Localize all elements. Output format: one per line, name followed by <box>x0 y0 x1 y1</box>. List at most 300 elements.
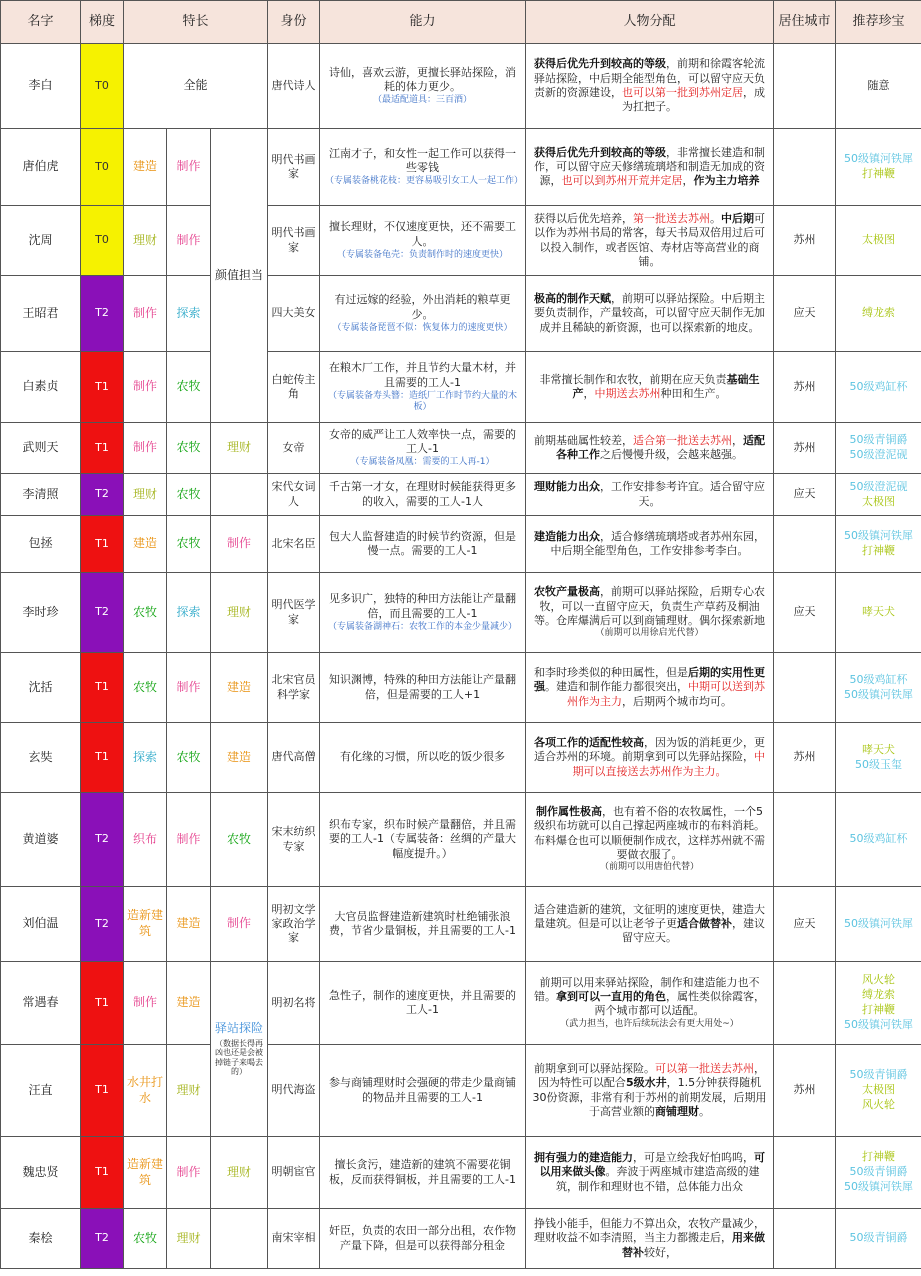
ability-text: 见多识广，独特的种田方法能让产量翻倍，而且需要的工人-1 <box>329 592 517 620</box>
allocation-text: 商铺理财 <box>655 1104 700 1118</box>
character-name: 秦桧 <box>1 1209 81 1269</box>
specialty-cell: 农牧 <box>124 1209 167 1269</box>
ability <box>320 1045 526 1137</box>
allocation-text: 拿到可以一直用的角色 <box>556 990 667 1003</box>
allocation-text: 种田和生产。 <box>660 387 727 400</box>
ability-text: 大官员监督建造新建筑时杜绝铺张浪费，节省少量铜板，并且需要的工人-1 <box>329 909 516 937</box>
allocation-text: 前期可以用来驿站探险，制作和建造能力也不错。 <box>534 975 760 1003</box>
ability <box>320 44 526 129</box>
table-row <box>1 1045 921 1137</box>
specialty-cell: 建造 <box>124 129 167 206</box>
character-name: 李清照 <box>1 474 81 516</box>
allocation-text: ，后期两个城市均可。 <box>622 694 733 708</box>
specialty-cell: 理财 <box>167 1045 211 1137</box>
specialty-cell: 制作 <box>124 423 167 474</box>
tier-badge: T0 <box>81 129 124 206</box>
ability <box>320 723 526 793</box>
allocation-text: ，前期可以驿站探险。中后期主要负责制作，产量较高，可以留守应天制作无加成并且稀缺的新资源，也可以探索新的地皮。 <box>534 292 766 334</box>
ability-text: 知识渊博，特殊的种田方法能让产量翻倍，但是需要的工人+1 <box>329 673 517 701</box>
ability <box>320 276 526 352</box>
specialty-expedition <box>211 962 268 1137</box>
identity: 北宋官员科学家 <box>268 653 320 723</box>
treasure-list <box>836 129 921 206</box>
allocation-text: 中期可以直接送去苏州作为主力。 <box>572 750 766 778</box>
treasure-list <box>836 352 921 423</box>
character-name: 黄道婆 <box>1 793 81 887</box>
character-name: 武则天 <box>1 423 81 474</box>
identity: 宋代女词人 <box>268 474 320 516</box>
ability-text: 急性子，制作的速度更快，并且需要的工人-1 <box>329 988 517 1016</box>
header-row <box>1 1 921 44</box>
ability-text: 有化缘的习惯，所以吃的饭少很多 <box>340 750 506 764</box>
city: 苏州 <box>774 352 836 423</box>
specialty-cell: 农牧 <box>124 653 167 723</box>
allocation-text: ，前期可以驿站探险，后期专心农牧，可以一直留守应天，负责生产草药及桐油等。仓库爆满后可以到商铺理财。偶尔探索新地 <box>534 585 766 627</box>
ability-text: 参与商铺理财时会强硬的带走少量商铺的物品并且需要的工人-1 <box>329 1076 517 1104</box>
allocation <box>526 44 774 129</box>
equipment-note: （专属装备凤凰：需要的工人再-1） <box>350 457 495 468</box>
specialty-cell: 建造 <box>167 962 211 1045</box>
allocation-text: 之后慢慢升级，会越来越强。 <box>600 448 744 461</box>
treasure-item: 50级青铜爵 <box>849 1165 908 1179</box>
table-row <box>1 276 921 352</box>
treasure-item: 随意 <box>867 78 890 92</box>
allocation-text: 中后期 <box>721 211 755 225</box>
allocation-text: 。奔波于两座城市建造高级的建筑，制作和理财也不错，总体能力出众 <box>556 1165 760 1193</box>
character-name: 唐伯虎 <box>1 129 81 206</box>
specialty-cell: 建造 <box>211 723 268 793</box>
tier-badge: T0 <box>81 44 124 129</box>
table-row <box>1 1209 921 1269</box>
city <box>774 1137 836 1209</box>
allocation-text: ，因为饭的消耗更少，更适合苏州的环境。前期拿到可以先驿站探险， <box>534 736 766 764</box>
tier-badge: T1 <box>81 1137 124 1209</box>
treasure-item: 50级镇河铁犀 <box>844 687 914 701</box>
allocation <box>526 206 774 276</box>
table-row <box>1 129 921 206</box>
allocation <box>526 1045 774 1137</box>
identity: 明朝宦官 <box>268 1137 320 1209</box>
specialty-cell: 建造 <box>167 887 211 962</box>
allocation-text: 拥有强力的建造能力 <box>534 1151 634 1165</box>
allocation-text: ，可是立绘我好怕呜呜， <box>633 1151 755 1165</box>
allocation-text: ， <box>682 174 694 188</box>
treasure-item: 50级青铜爵 <box>849 1231 908 1245</box>
allocation-text: 挣钱小能手，但能力不算出众，农牧产量减少，理财收益不如李清照，当主力都搬走后， <box>534 1217 766 1245</box>
allocation-text: 极高的制作天赋 <box>534 292 612 306</box>
table-row <box>1 1137 921 1209</box>
table-row <box>1 723 921 793</box>
allocation-text: 适合第一批送去苏州 <box>633 433 733 447</box>
ability <box>320 423 526 474</box>
ability-text: 千古第一才女，在理财时候能获得更多的收入，需要的工人-1人 <box>329 480 517 508</box>
ability <box>320 653 526 723</box>
expedition-note: （数据长得再凶也还是会被掉链子来喝去的） <box>215 1038 263 1077</box>
allocation-text: ，非常擅长建造和制作，可以留守应天修缮琉璃塔和制造无加成的资源， <box>534 145 766 188</box>
city <box>774 653 836 723</box>
specialty-cell <box>211 474 268 516</box>
city: 应天 <box>774 276 836 352</box>
allocation <box>526 474 774 516</box>
treasure-list <box>836 962 921 1045</box>
character-name: 刘伯温 <box>1 887 81 962</box>
city <box>774 793 836 887</box>
character-name: 沈括 <box>1 653 81 723</box>
treasure-list <box>836 276 921 352</box>
specialty-cell: 制作 <box>167 129 211 206</box>
header-allocation: 人物分配 <box>526 1 774 44</box>
allocation <box>526 887 774 962</box>
allocation-text: 适合建造新的建筑，文征明的速度更快，建造大量建筑。但是可以让老爷子更 <box>534 902 766 930</box>
ability-text: 擅长贪污，建造新的建筑不需要花铜板，反而获得铜板，并且需要的工人-1 <box>329 1158 516 1186</box>
city <box>774 129 836 206</box>
allocation-text: 获得后优先升到较高的等级 <box>534 57 667 71</box>
specialty-cell: 制作 <box>211 516 268 573</box>
identity: 白蛇传主角 <box>268 352 320 423</box>
identity: 明代海盗 <box>268 1045 320 1137</box>
treasure-item: 风火轮 <box>862 973 896 987</box>
specialty-cell <box>211 1209 268 1269</box>
specialty-cell: 建造 <box>211 653 268 723</box>
allocation-text: 。建造和制作能力都很突出， <box>545 680 689 694</box>
table-row <box>1 352 921 423</box>
identity: 唐代诗人 <box>268 44 320 129</box>
allocation <box>526 793 774 887</box>
specialty-cell: 制作 <box>167 653 211 723</box>
specialty-cell: 探索 <box>167 276 211 352</box>
character-name: 白素贞 <box>1 352 81 423</box>
treasure-item: 50级澄泥砚 <box>849 479 908 493</box>
allocation-text: 也可以到苏州开荒并定居 <box>561 174 683 188</box>
identity: 明代书画家 <box>268 206 320 276</box>
allocation-text: 获得以后优先培养， <box>534 211 634 225</box>
allocation-text: 前期拿到可以驿站探险。 <box>534 1061 656 1075</box>
treasure-item: 50级青铜爵 <box>849 1068 908 1082</box>
header-name: 名字 <box>1 1 81 44</box>
tier-badge: T1 <box>81 1045 124 1137</box>
allocation-text: ， <box>583 387 595 400</box>
specialty-cell: 理财 <box>211 1137 268 1209</box>
allocation-text: ，也有着不俗的农牧属性，一个5级织布坊就可以自己撑起两座城市的布料消耗。布料爆仓也可以顺便制作成衣，这样苏州就不需要做衣服了。 <box>534 805 766 861</box>
allocation-text: 5级水井 <box>625 1076 667 1090</box>
specialty-cell: 理财 <box>124 474 167 516</box>
specialty-cell: 水井打水 <box>124 1045 167 1137</box>
allocation-text: 农牧产量极高 <box>534 585 601 599</box>
specialty-cell: 探索 <box>167 573 211 653</box>
identity: 四大美女 <box>268 276 320 352</box>
treasure-item: 风火轮 <box>862 1097 896 1111</box>
specialty-cell: 造新建筑 <box>124 1137 167 1209</box>
allocation-text: 较好， <box>644 1245 678 1259</box>
table-row <box>1 44 921 129</box>
allocation-text: 适合做替补 <box>677 916 733 930</box>
treasure-item: 打神鞭 <box>862 167 896 180</box>
treasure-item: 哮天犬 <box>862 605 896 619</box>
allocation <box>526 516 774 573</box>
allocation <box>526 653 774 723</box>
allocation-text: ，适合修缮琉璃塔或者苏州东园，中后期全能型角色，工作安排参考李白。 <box>550 529 766 557</box>
ability <box>320 1209 526 1269</box>
treasure-item: 50级镇河铁犀 <box>844 529 914 543</box>
ability <box>320 516 526 573</box>
tier-badge: T1 <box>81 962 124 1045</box>
specialty-cell: 理财 <box>124 206 167 276</box>
treasure-list <box>836 474 921 516</box>
city <box>774 1209 836 1269</box>
allocation-text: 基础生产 <box>572 372 760 400</box>
treasure-list <box>836 793 921 887</box>
specialty-cell: 制作 <box>124 962 167 1045</box>
specialty-cell: 理财 <box>211 573 268 653</box>
specialty-cell: 探索 <box>124 723 167 793</box>
treasure-list <box>836 723 921 793</box>
header-ability: 能力 <box>320 1 526 44</box>
allocation-text: 获得后优先升到较高的等级 <box>534 145 667 159</box>
watermark-logo <box>840 1240 910 1270</box>
identity: 南宋宰相 <box>268 1209 320 1269</box>
ability-text: 擅长理财，不仅速度更快，还不需要工人。 <box>329 220 517 248</box>
ability <box>320 206 526 276</box>
specialty-cell: 农牧 <box>167 516 211 573</box>
allocation <box>526 1209 774 1269</box>
tier-badge: T2 <box>81 1209 124 1269</box>
tier-badge: T2 <box>81 474 124 516</box>
allocation-text: 前期基础属性较差， <box>534 433 634 447</box>
treasure-list <box>836 573 921 653</box>
allocation-text: 作为主力培养 <box>693 174 760 188</box>
allocation-text: 。 <box>699 1104 711 1118</box>
table-row <box>1 793 921 887</box>
allocation-text: 适配各种工作 <box>556 433 766 461</box>
treasure-item: 太极图 <box>862 1083 896 1097</box>
header-tier: 梯度 <box>81 1 124 44</box>
character-name: 王昭君 <box>1 276 81 352</box>
identity: 唐代高僧 <box>268 723 320 793</box>
treasure-list <box>836 1045 921 1137</box>
expedition-label: 驿站探险 <box>215 1021 264 1036</box>
specialty-all-round: 全能 <box>124 44 268 129</box>
ability <box>320 887 526 962</box>
character-name: 常遇春 <box>1 962 81 1045</box>
city: 苏州 <box>774 423 836 474</box>
ability-text: 包大人监督建造的时候节约资源，但是慢一点。需要的工人-1 <box>329 529 517 557</box>
treasure-item: 打神鞭 <box>862 544 896 557</box>
tier-badge: T2 <box>81 887 124 962</box>
ability <box>320 962 526 1045</box>
treasure-item: 50级镇河铁犀 <box>844 152 914 166</box>
city: 应天 <box>774 474 836 516</box>
ability <box>320 352 526 423</box>
specialty-cell: 农牧 <box>124 573 167 653</box>
allocation-text: ，属性类似徐霞客，两个城市都可以适配。 <box>594 990 766 1018</box>
allocation-text: ，建议留守应天。 <box>622 916 766 945</box>
specialty-cell: 造新建筑 <box>124 887 167 962</box>
tier-badge: T1 <box>81 423 124 474</box>
city <box>774 962 836 1045</box>
identity: 明初文学家政治学家 <box>268 887 320 962</box>
city: 应天 <box>774 887 836 962</box>
allocation-text: 可以用来做头像 <box>539 1151 766 1179</box>
specialty-cell: 织布 <box>124 793 167 887</box>
treasure-item: 50级澄泥砚 <box>849 448 908 461</box>
treasure-item: 50级鸡缸杯 <box>849 832 908 846</box>
character-name: 玄奘 <box>1 723 81 793</box>
tier-badge: T1 <box>81 723 124 793</box>
tier-badge: T1 <box>81 352 124 423</box>
treasure-list <box>836 516 921 573</box>
ability-text: 奸臣，负责的农田一部分出租，农作物产量下降，但是可以获得部分租金 <box>329 1224 517 1252</box>
treasure-item: 缚龙索 <box>862 306 896 320</box>
specialty-looks: 颜值担当 <box>211 129 268 423</box>
tier-badge: T2 <box>81 793 124 887</box>
city <box>774 516 836 573</box>
treasure-item: 缚龙索 <box>862 988 896 1002</box>
table-row <box>1 206 921 276</box>
allocation-text: 后期的实用性更强 <box>534 666 766 694</box>
city: 苏州 <box>774 1045 836 1137</box>
ability-text: 女帝的威严让工人效率快一点，需要的工人-1 <box>329 427 517 456</box>
allocation-text: 理财能力出众 <box>534 480 601 494</box>
ability-text: 江南才子，和女性一起工作可以获得一些零钱 <box>329 146 517 175</box>
equipment-note: （专属装备琵琶不似：恢复体力的速度更快） <box>332 322 513 333</box>
allocation <box>526 129 774 206</box>
allocation <box>526 962 774 1045</box>
treasure-item: 50级镇河铁犀 <box>844 916 914 930</box>
treasure-item: 打神鞭 <box>862 1003 896 1016</box>
character-name: 魏忠贤 <box>1 1137 81 1209</box>
table-row <box>1 423 921 474</box>
header-identity: 身份 <box>268 1 320 44</box>
treasure-item: 50级青铜爵 <box>849 433 908 447</box>
table-row <box>1 573 921 653</box>
tier-badge: T1 <box>81 516 124 573</box>
specialty-cell: 农牧 <box>167 423 211 474</box>
treasure-item: 哮天犬 <box>862 742 896 756</box>
treasure-list <box>836 44 921 129</box>
treasure-item: 50级镇河铁犀 <box>844 1179 914 1193</box>
allocation-text: 第一批送去苏州 <box>633 211 711 225</box>
tier-badge: T2 <box>81 276 124 352</box>
specialty-cell: 理财 <box>211 423 268 474</box>
treasure-item: 50级鸡缸杯 <box>849 672 908 686</box>
specialty-cell: 制作 <box>167 206 211 276</box>
allocation-text: 各项工作的适配性较高 <box>534 736 645 750</box>
table-row <box>1 653 921 723</box>
header-specialty: 特长 <box>124 1 268 44</box>
tier-badge: T2 <box>81 573 124 653</box>
treasure-item: 50级鸡缸杯 <box>849 379 908 393</box>
specialty-cell: 农牧 <box>167 723 211 793</box>
treasure-item: 50级镇河铁犀 <box>844 1017 914 1031</box>
allocation-text: （武力担当，也许后续玩法会有更大用处~） <box>560 1018 739 1029</box>
treasure-list <box>836 887 921 962</box>
ability <box>320 1137 526 1209</box>
character-name: 沈周 <box>1 206 81 276</box>
identity: 女帝 <box>268 423 320 474</box>
ability-text: 诗仙，喜欢云游，更擅长驿站探险，消耗的体力更少。 <box>329 65 517 94</box>
specialty-cell: 制作 <box>124 352 167 423</box>
city: 苏州 <box>774 723 836 793</box>
allocation-text: （前期可以用徐启光代替） <box>595 628 704 639</box>
allocation-text: 中期可以送到苏州作为主力 <box>567 680 766 708</box>
treasure-item: 50级玉玺 <box>855 757 903 771</box>
treasure-list <box>836 423 921 474</box>
equipment-note: （专属装备桃花枝：更容易吸引女工人一起工作） <box>325 176 524 187</box>
allocation <box>526 723 774 793</box>
specialty-cell: 理财 <box>167 1209 211 1269</box>
equipment-note: （专属装备龟壳：负责制作时的速度更快） <box>337 249 509 260</box>
allocation <box>526 423 774 474</box>
allocation <box>526 573 774 653</box>
allocation-text: 中期送去苏州 <box>594 387 661 400</box>
allocation-text: ，成为扛把子。 <box>622 86 766 114</box>
allocation-text: 可以作为苏州书局的常客，每天书局双倍用过后可以投入制作，或者医馆、寿材店等高营业的商铺。 <box>534 211 766 268</box>
tier-badge: T0 <box>81 206 124 276</box>
character-name: 李时珍 <box>1 573 81 653</box>
city: 应天 <box>774 573 836 653</box>
allocation-text: 建造能力出众 <box>534 529 601 543</box>
identity: 明代书画家 <box>268 129 320 206</box>
ability <box>320 129 526 206</box>
equipment-note: （最适配道具：三百酒） <box>373 95 473 106</box>
ability <box>320 793 526 887</box>
specialty-cell: 制作 <box>167 793 211 887</box>
ability-text: 在粮木厂工作，并且节约大量木材，并且需要的工人-1 <box>329 361 517 389</box>
specialty-cell: 农牧 <box>211 793 268 887</box>
specialty-cell: 建造 <box>124 516 167 573</box>
allocation <box>526 276 774 352</box>
allocation <box>526 1137 774 1209</box>
ability <box>320 573 526 653</box>
header-city: 居住城市 <box>774 1 836 44</box>
equipment-note: （专属装备湖神石：农牧工作的本金少量减少） <box>328 621 518 632</box>
allocation-text: 用来做替补 <box>622 1231 766 1259</box>
table-row <box>1 887 921 962</box>
allocation-text: 可以第一批送去苏州 <box>655 1061 755 1075</box>
ability <box>320 474 526 516</box>
treasure-list <box>836 206 921 276</box>
allocation-text: 。 <box>710 211 722 225</box>
character-name: 李白 <box>1 44 81 129</box>
city: 苏州 <box>774 206 836 276</box>
allocation-text: ，前期和徐霞客轮流驿站探险，中后期全能型角色，可以留守应天负责新的资源建设， <box>534 57 766 99</box>
allocation-text: 制作属性极高 <box>536 805 603 819</box>
specialty-cell: 制作 <box>124 276 167 352</box>
specialty-cell: 农牧 <box>167 474 211 516</box>
equipment-note: （专属装备寿头簪：造纸厂工作时节约大量的木板） <box>328 391 518 412</box>
allocation-text: 和李时珍类似的种田属性，但是 <box>534 666 689 680</box>
identity: 北宋名臣 <box>268 516 320 573</box>
table-row <box>1 962 921 1045</box>
table-row <box>1 474 921 516</box>
treasure-list <box>836 1137 921 1209</box>
allocation <box>526 352 774 423</box>
allocation-text: 也可以第一批到苏州定居 <box>622 86 744 99</box>
specialty-cell: 制作 <box>167 1137 211 1209</box>
treasure-item: 打神鞭 <box>862 1150 896 1164</box>
treasure-item: 太极图 <box>862 233 896 247</box>
header-treasure: 推荐珍宝 <box>836 1 921 44</box>
character-name: 汪直 <box>1 1045 81 1137</box>
identity: 宋末纺织专家 <box>268 793 320 887</box>
identity: 明初名将 <box>268 962 320 1045</box>
allocation-text: ， <box>732 433 744 447</box>
allocation-text: ，因为特性可以配合 <box>537 1061 766 1090</box>
allocation-text: ，1.5分钟获得随机30份资源，非常有利于苏州的前期发展，后期用于高营业额的 <box>532 1076 767 1118</box>
allocation-text: ，工作安排参考许宜。适合留守应天。 <box>600 480 766 508</box>
tier-badge: T1 <box>81 653 124 723</box>
character-name: 包拯 <box>1 516 81 573</box>
